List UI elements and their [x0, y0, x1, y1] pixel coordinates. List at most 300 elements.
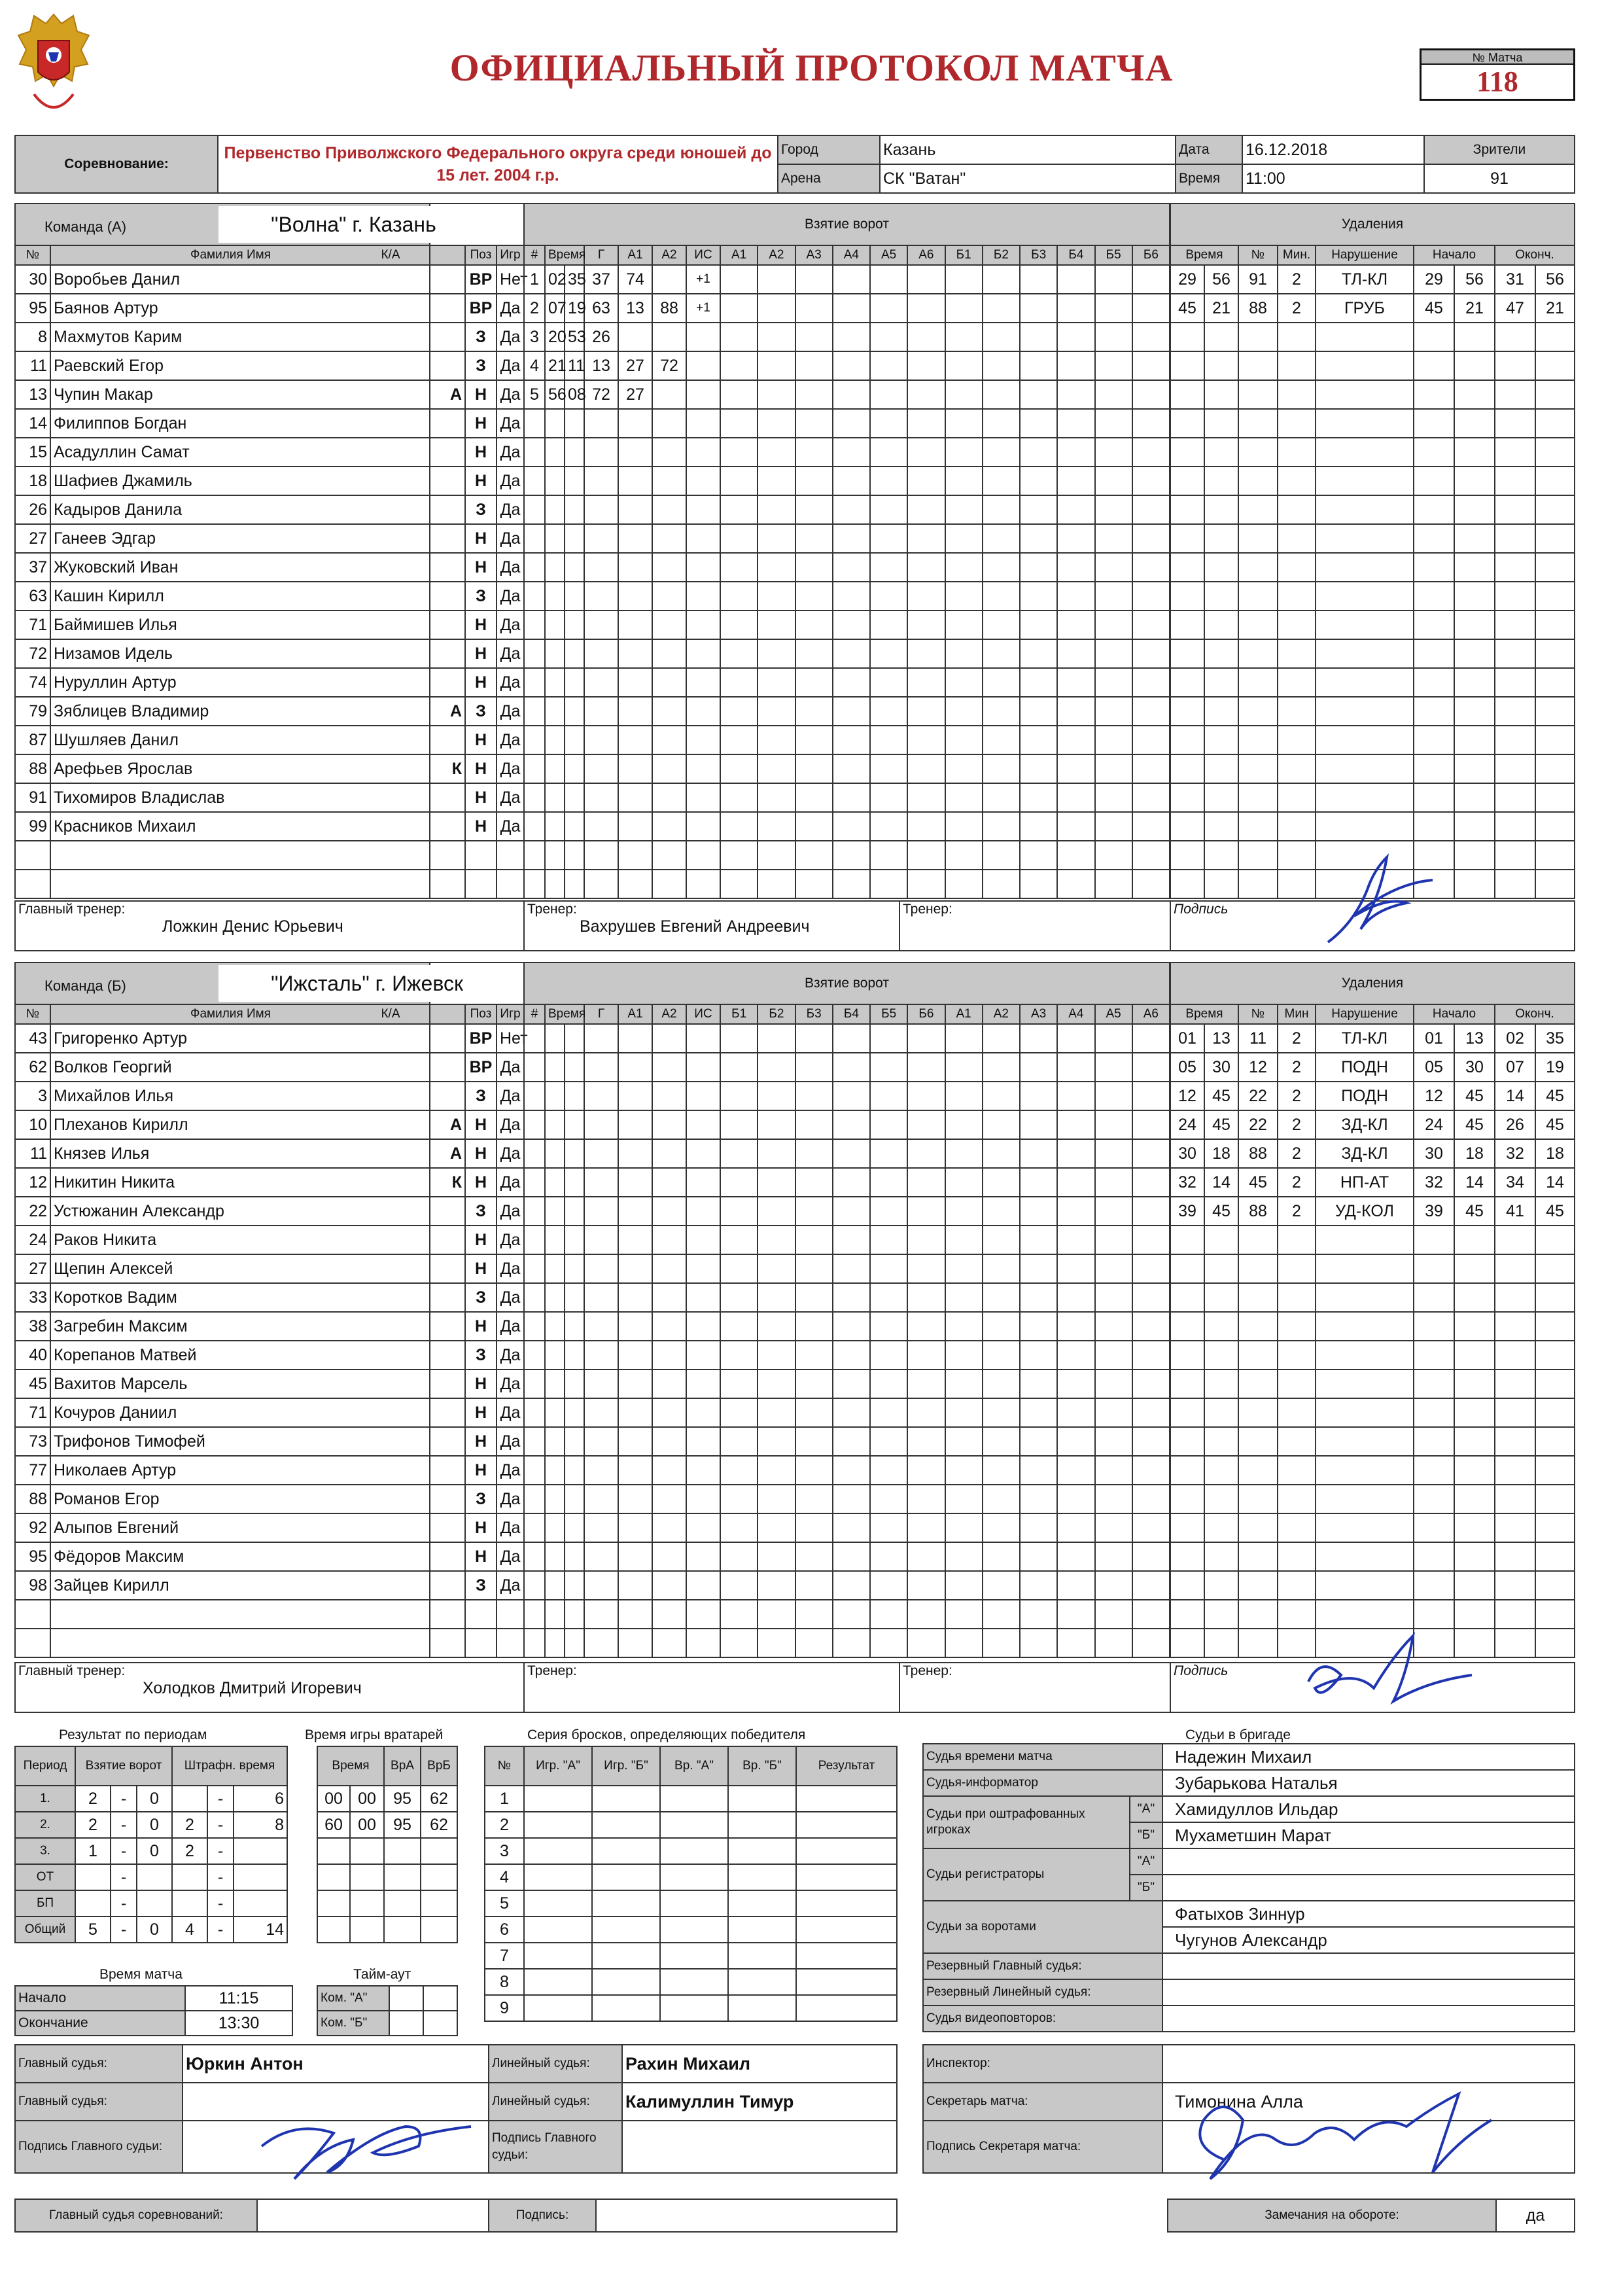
- player-name: [50, 870, 430, 898]
- onice-cell: [1132, 668, 1170, 697]
- goal-second: 11: [565, 351, 584, 380]
- goal-situation: [686, 1283, 720, 1312]
- onice-cell: [983, 294, 1020, 323]
- onice-cell: [720, 1226, 758, 1254]
- gk-sec: [350, 1890, 384, 1916]
- pen-minutes: [1278, 323, 1316, 351]
- pen-end-min: [1495, 1542, 1535, 1571]
- onice-cell: [1057, 1139, 1094, 1168]
- goal-minute: [545, 1629, 565, 1657]
- goal-number: [524, 610, 545, 639]
- player-captain-mark: [430, 1369, 465, 1398]
- shootout-cell: [524, 1838, 592, 1864]
- player-name: Жуковский Иван: [50, 553, 430, 582]
- goal-assist-1: [618, 1398, 652, 1427]
- goal-situation: +1: [686, 294, 720, 323]
- goal-minute: [545, 1485, 565, 1513]
- pen-end-min: [1495, 870, 1535, 898]
- pen-time-min: 32: [1170, 1168, 1204, 1197]
- onice-cell: [870, 351, 907, 380]
- player-row: [15, 726, 524, 754]
- shootout-col: Вр. "Б": [728, 1746, 796, 1786]
- onice-cell: [1132, 1629, 1170, 1657]
- onice-cell: [983, 1398, 1020, 1427]
- line-ref-label-2: Линейный судья:: [489, 2083, 622, 2121]
- penalty-officials-label: Судьи при оштрафованных игроках: [923, 1796, 1130, 1848]
- onice-cell: [907, 1427, 945, 1456]
- onice-cell: [1132, 1082, 1170, 1110]
- pen-time-min: [1170, 754, 1204, 783]
- onice-cell: [1057, 697, 1094, 726]
- pen-start-min: 29: [1414, 265, 1454, 294]
- onice-cell: [983, 697, 1020, 726]
- onice-cell: [833, 697, 870, 726]
- player-played: Да: [497, 1456, 524, 1485]
- col-name-b: [50, 1004, 430, 1024]
- player-name: Трифонов Тимофей: [50, 1427, 430, 1456]
- player-captain-mark: [430, 294, 465, 323]
- pen-start-min: [1414, 380, 1454, 409]
- goal-second: [565, 409, 584, 438]
- pen-start-sec: [1454, 610, 1495, 639]
- player-played: Да: [497, 582, 524, 610]
- onice-cell: [1095, 697, 1132, 726]
- player-number: 95: [15, 1542, 50, 1571]
- pen-end-min: [1495, 754, 1535, 783]
- penalty-row: [1170, 380, 1575, 409]
- player-row: [15, 1629, 524, 1657]
- player-name: Николаев Артур: [50, 1456, 430, 1485]
- goal-assist-2: [652, 265, 686, 294]
- onice-cell: [720, 1168, 758, 1197]
- onice-cell: [795, 1341, 833, 1369]
- onice-cell: [983, 1197, 1020, 1226]
- goal-assist-2: [652, 1513, 686, 1542]
- onice-cell: [907, 639, 945, 668]
- onice-cell: [945, 1542, 983, 1571]
- shootout-number: 9: [485, 1995, 524, 2021]
- onice-cell: [1057, 726, 1094, 754]
- pen-start-sec: [1454, 1485, 1495, 1513]
- goal-minute: [545, 1571, 565, 1600]
- onice-cell: [795, 582, 833, 610]
- secretary-value: Тимонина Алла: [1162, 2083, 1575, 2121]
- pen-end-sec: 19: [1535, 1053, 1575, 1082]
- goalie-time-row: [317, 1838, 457, 1864]
- player-name: Асадуллин Самат: [50, 438, 430, 467]
- goal-assist-2: [652, 870, 686, 898]
- onice-cell: [1057, 639, 1094, 668]
- pen-infraction: [1316, 668, 1414, 697]
- player-captain-mark: [430, 1226, 465, 1254]
- onice-cell: [1057, 438, 1094, 467]
- pen-start-min: [1414, 1542, 1454, 1571]
- onice-cell: [945, 294, 983, 323]
- pen-end-sec: [1535, 1513, 1575, 1542]
- pen-end-sec: [1535, 1600, 1575, 1629]
- goal-scorer: [584, 610, 618, 639]
- period-row: [15, 1786, 287, 1812]
- col-igr-b: Игр: [497, 1004, 524, 1024]
- pen-start-sec: [1454, 841, 1495, 870]
- onice-cell: [833, 495, 870, 524]
- col-ka-b: К/А: [381, 1007, 400, 1021]
- onice-cell: [1132, 1283, 1170, 1312]
- pen-end-min: [1495, 697, 1535, 726]
- goal-scorer: 13: [584, 351, 618, 380]
- goal-scorer: [584, 1427, 618, 1456]
- pen-start-min: 45: [1414, 294, 1454, 323]
- player-number: 79: [15, 697, 50, 726]
- onice-cell: [1057, 294, 1094, 323]
- team-b-head-coach: Холодков Дмитрий Игоревич: [143, 1679, 362, 1697]
- pen-player: [1238, 351, 1278, 380]
- onice-cell: [1020, 1197, 1057, 1226]
- onice-cell: [1020, 1024, 1057, 1053]
- onice-cell: [945, 1139, 983, 1168]
- goal-assist-2: [652, 812, 686, 841]
- onice-cell: [1132, 351, 1170, 380]
- goal-situation: [686, 1542, 720, 1571]
- sign-main-ref-label: Подпись Главного судьи:: [15, 2121, 183, 2173]
- shootout-cell: [660, 1812, 728, 1838]
- pen-end-min: [1495, 668, 1535, 697]
- gk-min: [317, 1916, 350, 1943]
- goal-col-a2: А2: [652, 1004, 686, 1024]
- pen-start-min: [1414, 1485, 1454, 1513]
- player-position: [465, 1629, 497, 1657]
- goal-col-a1: А1: [618, 1004, 652, 1024]
- player-row: [15, 639, 524, 668]
- pen-time-min: 01: [1170, 1024, 1204, 1053]
- onice-cell: [983, 754, 1020, 783]
- onice-cell: [945, 812, 983, 841]
- pen-end-min: [1495, 1312, 1535, 1341]
- onice-cell: [758, 783, 795, 812]
- onice-cell: [758, 639, 795, 668]
- pen-minutes: 2: [1278, 265, 1316, 294]
- pen-time-min: [1170, 1254, 1204, 1283]
- onice-cell: [720, 841, 758, 870]
- onice-cell: [983, 1139, 1020, 1168]
- onice-cell: [1020, 1341, 1057, 1369]
- player-name: Коротков Вадим: [50, 1283, 430, 1312]
- col-ka: К/А: [381, 248, 400, 262]
- player-played: Да: [497, 1110, 524, 1139]
- pen-start-min: 05: [1414, 1053, 1454, 1082]
- goal-situation: [686, 323, 720, 351]
- col-ka-spacer: [430, 245, 465, 265]
- shootout-cell: [592, 1786, 660, 1812]
- pen-infraction: [1316, 726, 1414, 754]
- onice-cell: [1020, 1369, 1057, 1398]
- player-name: Раевский Егор: [50, 351, 430, 380]
- goal-scorer: [584, 553, 618, 582]
- pen-start-sec: [1454, 812, 1495, 841]
- goal-scorer: [584, 495, 618, 524]
- pen-start-sec: 14: [1454, 1168, 1495, 1197]
- team-b-head-coach-label: Главный тренер:: [18, 1663, 126, 1678]
- shootout-table: [484, 1746, 898, 2022]
- goal-minute: [545, 1053, 565, 1082]
- onice-cell: [1132, 495, 1170, 524]
- pen-start-min: 30: [1414, 1139, 1454, 1168]
- pen-player: 91: [1238, 265, 1278, 294]
- onice-cell: [795, 841, 833, 870]
- penalty-row: [1170, 1082, 1575, 1110]
- goal-scorer: 37: [584, 265, 618, 294]
- player-number: 95: [15, 294, 50, 323]
- onice-cell: [870, 409, 907, 438]
- goal-assist-1: [618, 1369, 652, 1398]
- goal-second: [565, 1629, 584, 1657]
- pen-start-sec: [1454, 1398, 1495, 1427]
- onice-cell: [795, 1226, 833, 1254]
- onice-cell: [1057, 783, 1094, 812]
- penalty-row: [1170, 1398, 1575, 1427]
- onice-cell: [1057, 524, 1094, 553]
- pen-col-num: №: [1238, 1004, 1278, 1024]
- penalty-row: [1170, 1571, 1575, 1600]
- goal-row: [524, 1485, 1170, 1513]
- informer-value: Зубарькова Наталья: [1162, 1770, 1575, 1796]
- remarks-table: [1167, 2199, 1575, 2233]
- pen-player: [1238, 1542, 1278, 1571]
- shootout-row: [485, 1890, 897, 1916]
- onice-cell: [1095, 1024, 1132, 1053]
- player-name: Низамов Идель: [50, 639, 430, 668]
- pen-player: [1238, 1226, 1278, 1254]
- onice-col: А6: [907, 245, 945, 265]
- pen-minutes: [1278, 668, 1316, 697]
- onice-cell: [1132, 582, 1170, 610]
- goal-number: [524, 870, 545, 898]
- pen-end-sec: [1535, 323, 1575, 351]
- period-pim-b: 6: [234, 1786, 287, 1812]
- goal-situation: [686, 380, 720, 409]
- goal-scorer: [584, 1629, 618, 1657]
- onice-cell: [758, 351, 795, 380]
- onice-cell: [870, 524, 907, 553]
- goal-assist-1: [618, 1485, 652, 1513]
- player-captain-mark: [430, 1485, 465, 1513]
- onice-cell: [907, 1110, 945, 1139]
- player-captain-mark: [430, 1283, 465, 1312]
- player-row: [15, 1427, 524, 1456]
- onice-cell: [758, 754, 795, 783]
- player-row: [15, 1283, 524, 1312]
- onice-cell: [758, 668, 795, 697]
- player-captain-mark: [430, 351, 465, 380]
- pen-time-min: [1170, 1629, 1204, 1657]
- pen-time-sec: [1204, 812, 1238, 841]
- onice-cell: [1020, 697, 1057, 726]
- team-a-coach2-label: Тренер:: [903, 902, 952, 917]
- player-row: [15, 1369, 524, 1398]
- pen-time-sec: [1204, 754, 1238, 783]
- spectators-label: Зрители: [1424, 135, 1575, 164]
- onice-cell: [758, 1369, 795, 1398]
- gk-sec: 00: [350, 1812, 384, 1838]
- main-ref-label-2: Главный судья:: [15, 2083, 183, 2121]
- onice-cell: [1095, 265, 1132, 294]
- goal-assist-1: [618, 1427, 652, 1456]
- gk-b: 62: [421, 1812, 457, 1838]
- player-position: [465, 1600, 497, 1629]
- onice-cell: [870, 294, 907, 323]
- onice-cell: [1132, 1600, 1170, 1629]
- goal-col-a1: А1: [618, 245, 652, 265]
- onice-cell: [1095, 610, 1132, 639]
- pen-time-min: [1170, 812, 1204, 841]
- pen-end-min: 41: [1495, 1197, 1535, 1226]
- goal-assist-2: [652, 1283, 686, 1312]
- onice-cell: [945, 1341, 983, 1369]
- gk-h-time: Время: [317, 1746, 384, 1786]
- player-name: Михайлов Илья: [50, 1082, 430, 1110]
- onice-cell: [1057, 1254, 1094, 1283]
- onice-cell: [1057, 1283, 1094, 1312]
- pen-start-min: [1414, 783, 1454, 812]
- pen-minutes: [1278, 380, 1316, 409]
- onice-cell: [870, 265, 907, 294]
- onice-cell: [1095, 1629, 1132, 1657]
- goal-assist-2: [652, 1341, 686, 1369]
- player-number: 15: [15, 438, 50, 467]
- shootout-cell: [728, 1995, 796, 2021]
- player-position: З: [465, 1341, 497, 1369]
- goal-second: [565, 1254, 584, 1283]
- onice-cell: [1057, 1427, 1094, 1456]
- pen-end-sec: 45: [1535, 1082, 1575, 1110]
- pen-time-min: [1170, 726, 1204, 754]
- goal-situation: [686, 1456, 720, 1485]
- shootout-cell: [660, 1969, 728, 1995]
- onice-cell: [795, 1312, 833, 1341]
- onice-cell: [1132, 467, 1170, 495]
- player-position: З: [465, 495, 497, 524]
- onice-cell: [720, 783, 758, 812]
- player-position: Н: [465, 553, 497, 582]
- player-position: [465, 870, 497, 898]
- goal-situation: [686, 495, 720, 524]
- goal-minute: [545, 1341, 565, 1369]
- player-row: [15, 323, 524, 351]
- shootout-cell: [728, 1916, 796, 1943]
- onice-col: А3: [1020, 1004, 1057, 1024]
- onice-col: Б3: [1020, 245, 1057, 265]
- goal-scorer: [584, 1398, 618, 1427]
- pen-minutes: [1278, 1341, 1316, 1369]
- onice-cell: [983, 1312, 1020, 1341]
- onice-cell: [1132, 697, 1170, 726]
- onice-cell: [870, 323, 907, 351]
- onice-cell: [758, 870, 795, 898]
- period-pim-b: 14: [234, 1916, 287, 1943]
- goal-second: [565, 1456, 584, 1485]
- pen-minutes: [1278, 610, 1316, 639]
- onice-cell: [870, 380, 907, 409]
- pen-start-min: 01: [1414, 1024, 1454, 1053]
- onice-cell: [720, 438, 758, 467]
- pen-player: [1238, 668, 1278, 697]
- pen-time-sec: 13: [1204, 1024, 1238, 1053]
- pen-time-sec: 45: [1204, 1197, 1238, 1226]
- pen-player: 11: [1238, 1024, 1278, 1053]
- onice-cell: [1020, 495, 1057, 524]
- onice-cell: [1020, 668, 1057, 697]
- player-number: 72: [15, 639, 50, 668]
- onice-cell: [1020, 1082, 1057, 1110]
- pen-time-min: [1170, 351, 1204, 380]
- onice-cell: [1057, 1082, 1094, 1110]
- onice-col: Б6: [1132, 245, 1170, 265]
- pen-time-min: [1170, 1456, 1204, 1485]
- goal-assist-2: [652, 1168, 686, 1197]
- penalty-row: [1170, 467, 1575, 495]
- goal-second: [565, 553, 584, 582]
- goal-situation: [686, 639, 720, 668]
- pen-start-min: [1414, 582, 1454, 610]
- player-number: 10: [15, 1110, 50, 1139]
- pen-minutes: [1278, 467, 1316, 495]
- onice-cell: [833, 1053, 870, 1082]
- goal-second: [565, 1024, 584, 1053]
- pen-end-min: [1495, 438, 1535, 467]
- goal-assist-1: [618, 1513, 652, 1542]
- goal-number: [524, 1254, 545, 1283]
- pen-minutes: [1278, 754, 1316, 783]
- pen-end-min: [1495, 380, 1535, 409]
- pen-player: [1238, 1283, 1278, 1312]
- goal-second: [565, 639, 584, 668]
- goal-row: [524, 495, 1170, 524]
- goal-scorer: [584, 409, 618, 438]
- team-a-roster: [14, 203, 528, 899]
- onice-col: Б4: [1057, 245, 1094, 265]
- pen-col-end: Оконч.: [1495, 245, 1575, 265]
- period-goals-dash: -: [111, 1812, 137, 1838]
- onice-cell: [833, 726, 870, 754]
- onice-cell: [1095, 639, 1132, 668]
- pen-time-sec: [1204, 323, 1238, 351]
- goal-row: [524, 524, 1170, 553]
- col-name: [50, 245, 430, 265]
- onice-cell: [907, 495, 945, 524]
- onice-cell: [1020, 754, 1057, 783]
- pen-time-sec: [1204, 639, 1238, 668]
- onice-cell: [758, 409, 795, 438]
- goal-second: [565, 1341, 584, 1369]
- player-played: Да: [497, 1398, 524, 1427]
- onice-cell: [870, 754, 907, 783]
- onice-cell: [870, 783, 907, 812]
- player-name: Вахитов Марсель: [50, 1369, 430, 1398]
- pen-end-min: 34: [1495, 1168, 1535, 1197]
- onice-cell: [720, 409, 758, 438]
- onice-cell: [1020, 812, 1057, 841]
- pen-start-sec: [1454, 1427, 1495, 1456]
- goal-second: [565, 582, 584, 610]
- player-number: 99: [15, 812, 50, 841]
- goal-number: [524, 812, 545, 841]
- goal-number: 4: [524, 351, 545, 380]
- pen-infraction: [1316, 467, 1414, 495]
- shootout-cell: [728, 1812, 796, 1838]
- penalty-row: [1170, 726, 1575, 754]
- pen-infraction: [1316, 1456, 1414, 1485]
- goal-minute: [545, 1369, 565, 1398]
